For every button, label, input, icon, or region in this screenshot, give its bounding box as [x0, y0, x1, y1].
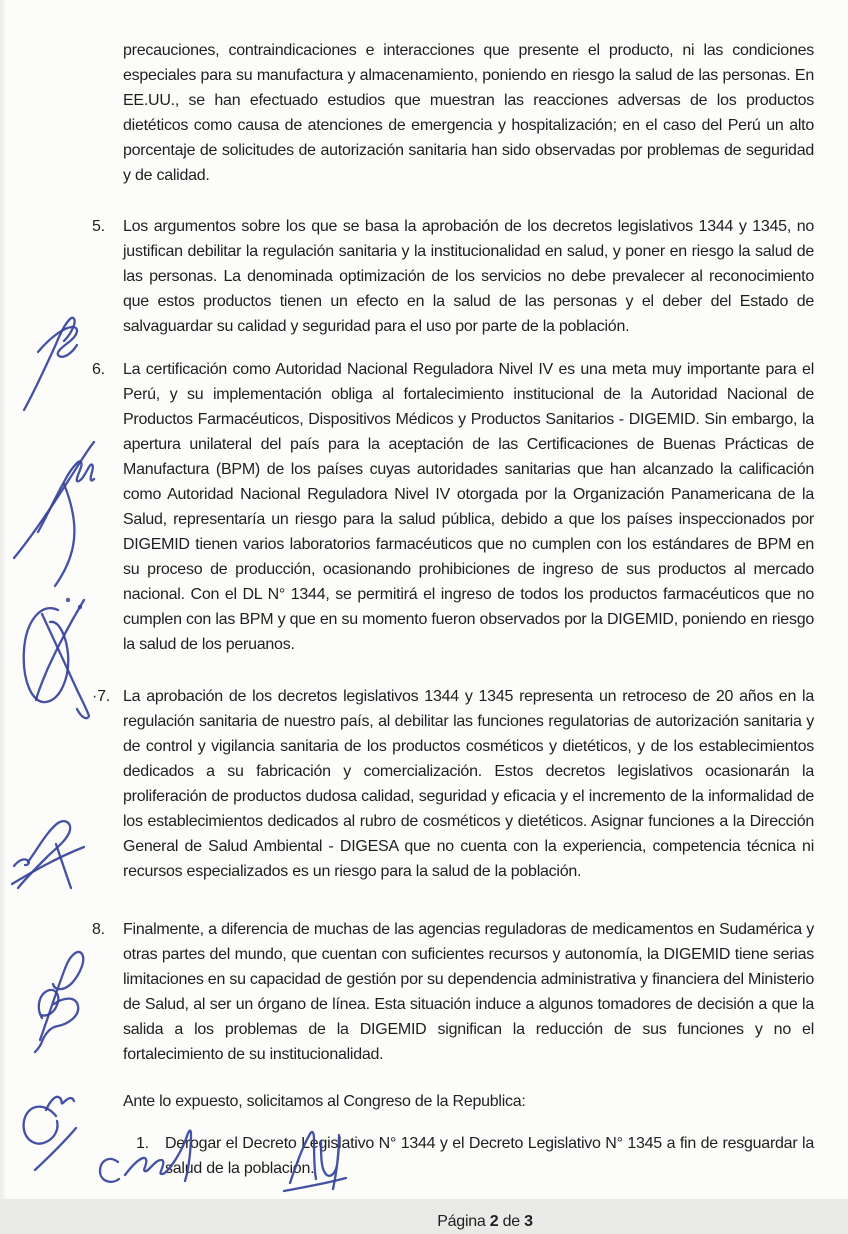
- handwritten-initials-5-icon: [22, 946, 88, 1052]
- request-item-1-text: Derogar el Decreto Legislativo N° 1344 y el Decreto Legislativo N° 1345 a fin de resguardar la salud de la población.: [165, 1135, 814, 1177]
- footer-current-page: 2: [489, 1213, 499, 1230]
- list-item-7-text: La aprobación de los decretos legislativos 1344 y 1345 representa un retroceso de 20 años en la regulación sanitaria de nuestro país, al debilitar las funciones regulatorias de autorización sanitaria y de control y vigilancia sanitaria de los productos cosméticos y dietéticos, y de los establecimientos dedicados a su fabricación y comercialización. Estos decretos legislativos ocasionarán la proliferación de productos dudosa calidad, seguridad y eficacia y el incremento de la informalidad de los establecimientos dedicados al rubro de cosméticos y dietéticos. Asignar funciones a la Dirección General de Salud Ambiental - DIGESA que no cuenta con la experiencia, competencia técnica ni recursos especializados es un riesgo para la salud de la población.: [123, 688, 814, 880]
- list-item-6: [92, 357, 814, 657]
- handwritten-initials-2-icon: [6, 434, 100, 586]
- footer-label: Página: [437, 1213, 486, 1230]
- footer-separator: de: [502, 1213, 520, 1230]
- list-item-8-text: Finalmente, a diferencia de muchas de las agencias reguladoras de medicamentos en Sudamérica y otras partes del mundo, que cuentan con suficientes recursos y autonomía, la DIGEMID tiene serias limitaciones en su capacidad de gestión por su dependencia administrativa y financiera del Ministerio de Salud, al ser un órgano de línea. Esta situación induce a algunos tomadores de decisión a que la salida a los problemas de la DIGEMID significan la reducción de sus funciones y no el fortalecimiento de su institucionalidad.: [123, 921, 814, 1063]
- handwritten-initials-6-icon: [14, 1086, 88, 1178]
- page-number-footer: [124, 1209, 846, 1234]
- list-item-7-number: ·7.: [92, 688, 110, 705]
- handwritten-initials-3-icon: [12, 590, 100, 736]
- request-item-1: [136, 1131, 814, 1181]
- request-item-1-number: 1.: [136, 1135, 149, 1152]
- footer-total-pages: 3: [524, 1213, 533, 1230]
- letter-body: [92, 38, 814, 1234]
- list-item-5-number: 5.: [92, 218, 105, 235]
- intro-paragraph: precauciones, contraindicaciones e interacciones que presente el producto, ni las condiciones especiales para su manufactura y almacenamiento, poniendo en riesgo la salud de las personas. En EE.UU., se han efectuado estudios que muestran las reacciones adversas de los productos dietéticos como causa de atenciones de emergencia y hospitalización; en el caso del Perú un alto porcentaje de solicitudes de autorización sanitaria han sido observadas por problemas de seguridad y de calidad.: [123, 42, 814, 184]
- list-item-5-text: Los argumentos sobre los que se basa la aprobación de los decretos legislativos 1344 y 1345, no justifican debilitar la regulación sanitaria y la institucionalidad en salud, y poner en riesgo la salud de las personas. La denominada optimización de los servicios no debe prevalecer al reconocimiento que estos productos tienen un efecto en la salud de las personas y el deber del Estado de salvaguardar su calidad y seguridad para el uso por parte de la población.: [123, 218, 814, 335]
- list-item-8: [92, 917, 814, 1067]
- list-item-6-text: La certificación como Autoridad Nacional Reguladora Nivel IV es una meta muy importante para el Perú, y su implementación obliga al fortalecimiento institucional de la Autoridad Nacional de Productos Farmacéuticos, Dispositivos Médicos y Productos Sanitarios - DIGEMID. Sin embargo, la apertura unilateral del país para la aceptación de las Certificaciones de Buenas Prácticas de Manufactura (BPM) de los países cuyas autoridades sanitarias que han alcanzado la calificación como Autoridad Nacional Reguladora Nivel IV otorgada por la Organización Panamericana de la Salud, representaría un riesgo para la salud pública, debido a que los países inspeccionados por DIGEMID tienen varios laboratorios farmacéuticos que no cumplen con los estándares de BPM en su proceso de producción, ocasionando prohibiciones de ingreso de sus productos al mercado nacional. Con el DL N° 1344, se permitirá el ingreso de todos los productos farmacéuticos que no cumplen con las BPM y que en su momento fueron observados por la DIGEMID, poniendo en riesgo la salud de los peruanos.: [123, 361, 814, 653]
- list-item-6-number: 6.: [92, 361, 105, 378]
- handwritten-initials-1-icon: [14, 312, 86, 414]
- handwritten-initials-4-icon: [10, 816, 94, 900]
- list-item-5: [92, 214, 814, 339]
- list-item-7: [92, 684, 814, 884]
- closing-line: Ante lo expuesto, solicitamos al Congreso de la Republica:: [123, 1093, 526, 1110]
- scan-edge-shadow: [0, 0, 7, 1199]
- list-item-8-number: 8.: [92, 921, 105, 938]
